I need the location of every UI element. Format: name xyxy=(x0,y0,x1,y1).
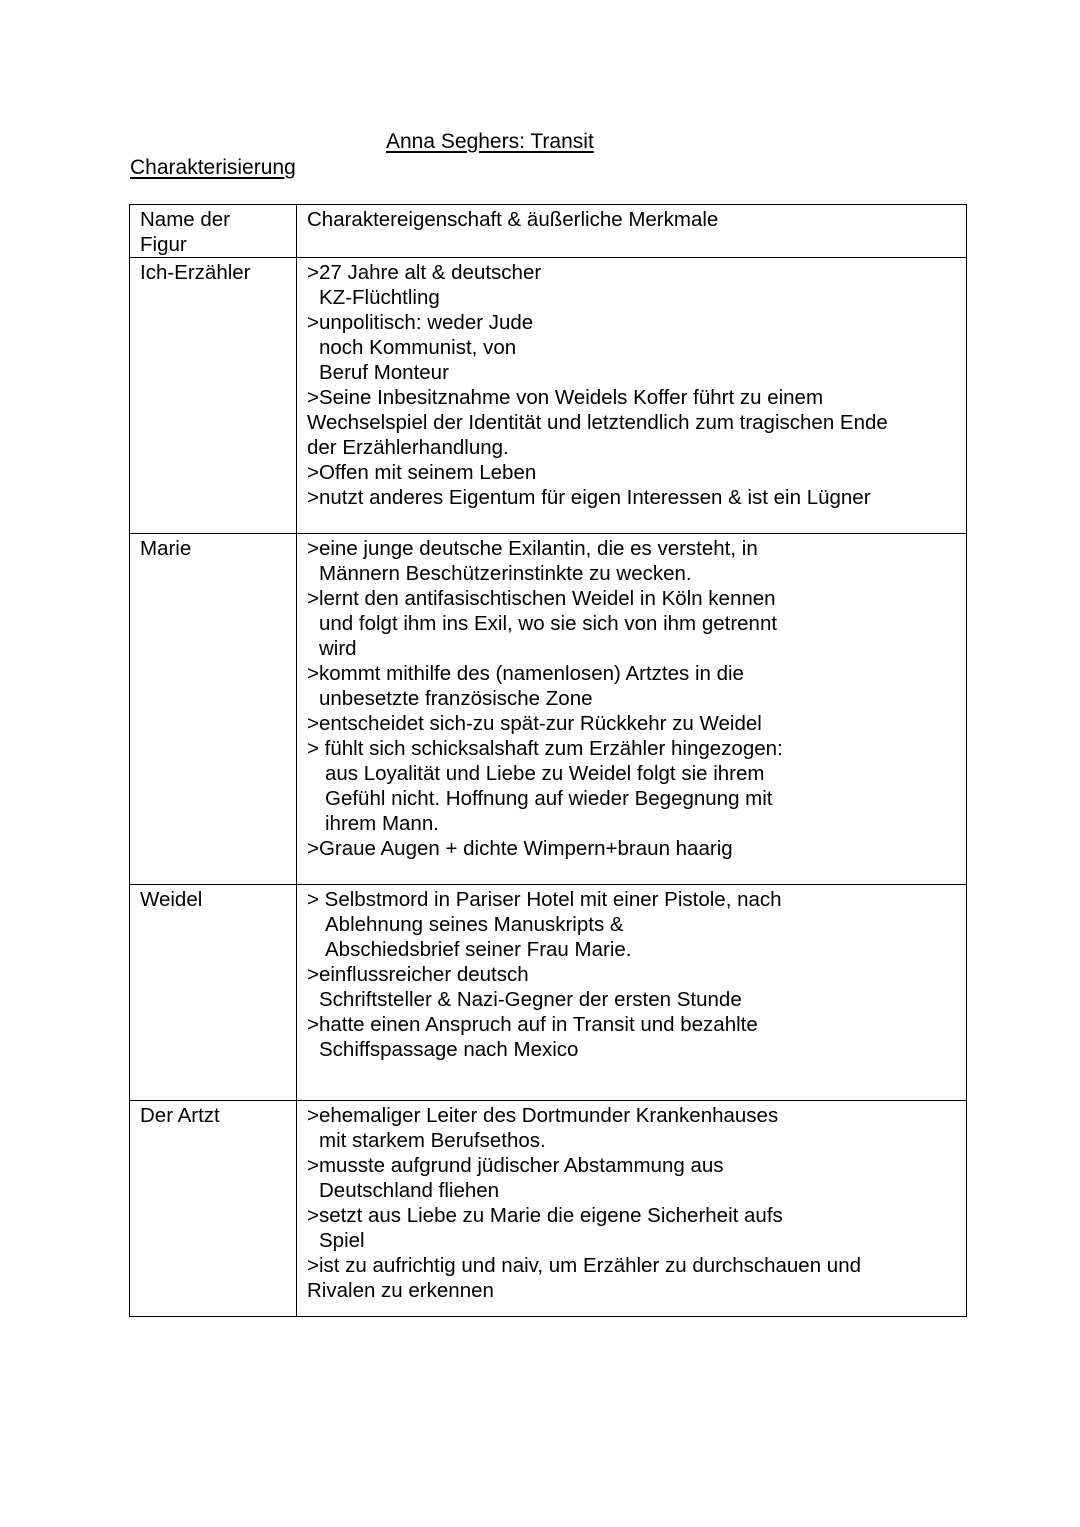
character-name-cell xyxy=(130,534,297,885)
desc-line: Deutschland fliehen xyxy=(319,1179,500,1202)
desc-line: >einflussreicher deutsch xyxy=(307,963,529,986)
desc-line: Spiel xyxy=(319,1229,365,1252)
desc-line: >Offen mit seinem Leben xyxy=(307,461,537,484)
desc-line: >Graue Augen + dichte Wimpern+braun haarig xyxy=(307,837,733,860)
table-header-row xyxy=(130,205,967,258)
desc-line: Gefühl nicht. Hoffnung auf wieder Begegnung mit xyxy=(325,787,773,810)
desc-line: >eine junge deutsche Exilantin, die es versteht, in xyxy=(307,537,758,560)
character-desc-cell xyxy=(297,534,967,885)
desc-line: Ablehnung seines Manuskripts & xyxy=(325,913,624,936)
desc-line: der Erzählerhandlung. xyxy=(307,436,509,459)
desc-line: Rivalen zu erkennen xyxy=(307,1279,494,1302)
document-title: Anna Seghers: Transit xyxy=(386,130,594,153)
desc-line: >kommt mithilfe des (namenlosen) Artztes in die xyxy=(307,662,744,685)
desc-line: Wechselspiel der Identität und letztendlich zum tragischen Ende xyxy=(307,411,888,434)
character-name: Der Artzt xyxy=(140,1104,220,1127)
desc-line: Beruf Monteur xyxy=(319,361,449,384)
desc-line: >musste aufgrund jüdischer Abstammung aus xyxy=(307,1154,724,1177)
table-row xyxy=(130,258,967,534)
desc-line: >lernt den antifasischtischen Weidel in Köln kennen xyxy=(307,587,776,610)
header-name-line: Figur xyxy=(140,233,187,256)
character-name-cell xyxy=(130,885,297,1101)
table-row xyxy=(130,885,967,1101)
desc-line: >unpolitisch: weder Jude xyxy=(307,311,534,334)
character-name: Marie xyxy=(140,537,192,560)
desc-line: aus Loyalität und Liebe zu Weidel folgt sie ihrem xyxy=(325,762,765,785)
desc-line: Schiffspassage nach Mexico xyxy=(319,1038,579,1061)
desc-line: >Seine Inbesitznahme von Weidels Koffer führt zu einem xyxy=(307,386,824,409)
character-desc-cell xyxy=(297,1101,967,1317)
desc-line: ihrem Mann. xyxy=(325,812,439,835)
desc-line: Schriftsteller & Nazi-Gegner der ersten Stunde xyxy=(319,988,742,1011)
desc-line: wird xyxy=(319,637,357,660)
desc-line: >27 Jahre alt & deutscher xyxy=(307,261,542,284)
desc-line: mit starkem Berufsethos. xyxy=(319,1129,546,1152)
desc-line: >ehemaliger Leiter des Dortmunder Krankenhauses xyxy=(307,1104,779,1127)
desc-line: >entscheidet sich-zu spät-zur Rückkehr zu Weidel xyxy=(307,712,762,735)
desc-line: unbesetzte französische Zone xyxy=(319,687,593,710)
desc-line: noch Kommunist, von xyxy=(319,336,517,359)
character-name-cell xyxy=(130,1101,297,1317)
character-name-cell xyxy=(130,258,297,534)
desc-line: >hatte einen Anspruch auf in Transit und bezahlte xyxy=(307,1013,758,1036)
character-desc-cell xyxy=(297,885,967,1101)
desc-line: KZ-Flüchtling xyxy=(319,286,440,309)
table-row xyxy=(130,534,967,885)
character-table xyxy=(129,204,967,1317)
character-name: Weidel xyxy=(140,888,203,911)
header-name-line: Name der xyxy=(140,208,231,231)
desc-line: > fühlt sich schicksalshaft zum Erzähler hingezogen: xyxy=(307,737,783,760)
header-name-cell xyxy=(130,205,297,258)
desc-line: Männern Beschützerinstinkte zu wecken. xyxy=(319,562,692,585)
section-heading: Charakterisierung xyxy=(130,156,296,179)
table-row xyxy=(130,1101,967,1317)
desc-line: >nutzt anderes Eigentum für eigen Interessen & ist ein Lügner xyxy=(307,486,871,509)
header-desc-cell xyxy=(297,205,967,258)
desc-line: Abschiedsbrief seiner Frau Marie. xyxy=(325,938,632,961)
character-desc-cell xyxy=(297,258,967,534)
desc-line: >ist zu aufrichtig und naiv, um Erzähler zu durchschauen und xyxy=(307,1254,862,1277)
character-name: Ich-Erzähler xyxy=(140,261,251,284)
desc-line: >setzt aus Liebe zu Marie die eigene Sicherheit aufs xyxy=(307,1204,783,1227)
header-desc-text: Charaktereigenschaft & äußerliche Merkmale xyxy=(307,208,719,231)
desc-line: > Selbstmord in Pariser Hotel mit einer Pistole, nach xyxy=(307,888,782,911)
desc-line: und folgt ihm ins Exil, wo sie sich von ihm getrennt xyxy=(319,612,778,635)
